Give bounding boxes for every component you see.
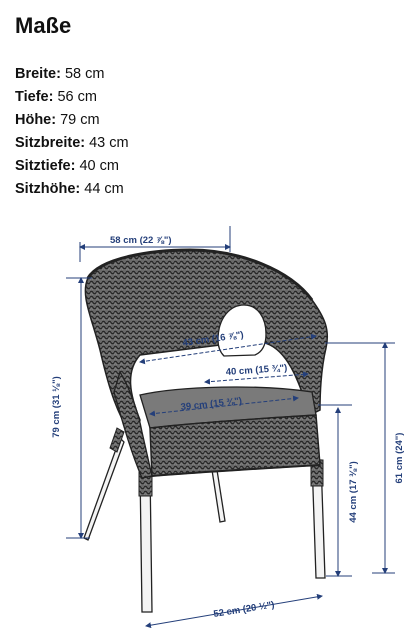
chair-leg-back-left: [84, 438, 124, 540]
spec-value: 79 cm: [56, 112, 100, 128]
dim-label-seat-height: 44 cm (17 ⅜"): [348, 461, 359, 523]
armrest-left-front: [114, 372, 152, 478]
dim-label-leg-base-width: 52 cm (20 ½"): [212, 599, 276, 620]
spec-key: Breite:: [15, 66, 61, 82]
spec-key: Sitzbreite:: [15, 135, 86, 151]
dim-label-seat-front-width: 39 cm (15 ⅜"): [180, 395, 243, 413]
spec-key: Höhe:: [15, 112, 57, 128]
spec-value: 58 cm: [60, 66, 105, 82]
dim-label-top-width: 58 cm (22 ⅞"): [110, 235, 172, 246]
spec-key: Sitztiefe:: [15, 158, 76, 174]
chair-leg-mid: [212, 470, 225, 522]
spec-value: 43 cm: [85, 135, 129, 151]
dim-label-arm-height: 61 cm (24"): [394, 432, 405, 484]
page-title: Maße: [15, 13, 72, 38]
dim-label-seat-depth: 40 cm (15 ¾"): [225, 362, 288, 378]
chair-illustration: [84, 250, 327, 612]
spec-value: 40 cm: [75, 158, 119, 174]
spec-key: Tiefe:: [15, 89, 54, 105]
spec-value: 56 cm: [53, 89, 97, 105]
spec-value: 44 cm: [80, 181, 124, 197]
dim-label-seat-width: 43 cm (16 ⅞"): [181, 329, 245, 349]
dim-label-total-height: 79 cm (31 ⅛"): [51, 376, 62, 438]
spec-key: Sitzhöhe:: [15, 181, 81, 197]
